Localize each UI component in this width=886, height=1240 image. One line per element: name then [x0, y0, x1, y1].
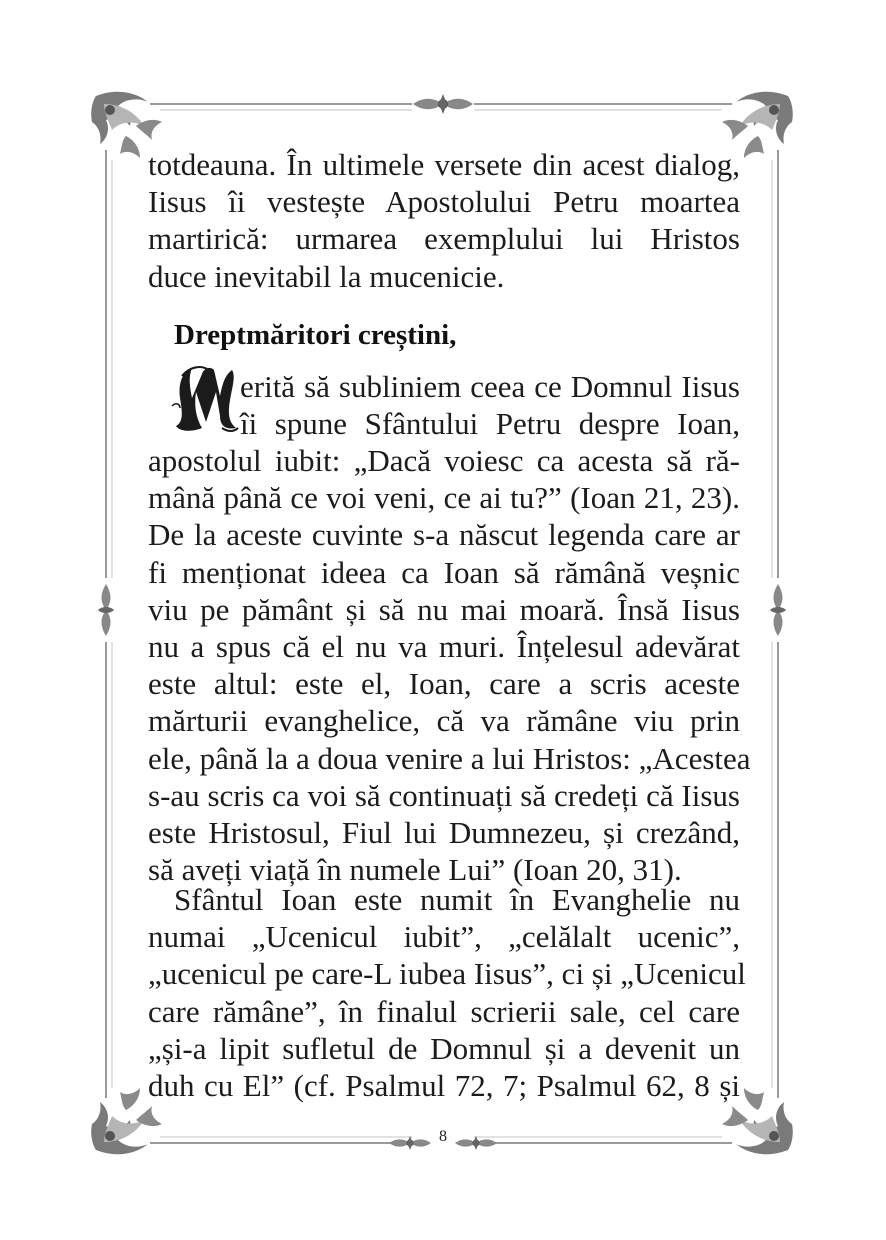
text-line: duce inevitabil la mucenicie.	[148, 258, 505, 294]
text-line: erită să subliniem ceea ce Domnul Iisus	[240, 369, 740, 404]
text-line: ele, până la a doua venire a lui Hristos: „Acestea	[148, 740, 751, 776]
text-line: să aveți viață în numele Lui” (Ioan 20, 31).	[148, 852, 682, 888]
text-line: nu a spus că el nu va muri. Înțelesul adevărat	[148, 629, 740, 665]
text-line: numai „Ucenicul iubit”, „celălalt ucenic”,	[148, 919, 740, 955]
paragraph-continuation	[148, 146, 740, 295]
text-line: viu pe pământ și să nu mai moară. Însă Iisus	[148, 591, 740, 627]
paragraph-body	[148, 881, 746, 1104]
text-line: care rămâne”, în finalul scrierii sale, cel care	[148, 993, 740, 1029]
paragraph-dropcap-lines	[240, 368, 740, 442]
text-line: De la aceste cuvinte s-a născut legenda care ar	[148, 517, 740, 553]
text-line: este altul: este el, Ioan, care a scris aceste	[148, 666, 740, 702]
text-line: „ucenicul pe care-L iubea Iisus”, ci și „Ucenicul	[148, 956, 746, 992]
text-line: îi spune Sfântului Petru despre Ioan,	[240, 406, 740, 442]
text-line: „și-a lipit sufletul de Domnul și a devenit un	[148, 1030, 740, 1066]
text-line: mărturii evanghelice, că va rămâne viu prin	[148, 703, 740, 739]
text-line: este Hristosul, Fiul lui Dumnezeu, și crezând,	[148, 815, 740, 851]
text-line: Sfântul Ioan este numit în Evanghelie nu	[174, 882, 740, 917]
paragraph-body	[148, 442, 751, 888]
text-line: duh cu El” (cf. Psalmul 72, 7; Psalmul 62, 8 și	[148, 1068, 740, 1104]
page-number: 8	[439, 1128, 447, 1145]
text-line: Iisus îi vestește Apostolului Petru moartea	[148, 184, 740, 220]
text-line: mână până ce voi veni, ce ai tu?” (Ioan 21, 23).	[148, 480, 740, 516]
section-heading: Dreptmăritori creștini,	[174, 319, 457, 351]
decorative-dropcap-letter	[170, 362, 240, 434]
text-line: martirică: urmarea exemplului lui Hristos	[148, 221, 740, 257]
text-line: apostolul iubit: „Dacă voiesc ca acesta să ră-	[148, 443, 740, 478]
text-line: fi menționat ideea ca Ioan să rămână veșnic	[148, 554, 740, 590]
text-line: s-au scris ca voi să continuați să credeți că Iisus	[148, 777, 740, 813]
text-line: totdeauna. În ultimele versete din acest dialog,	[148, 147, 740, 182]
